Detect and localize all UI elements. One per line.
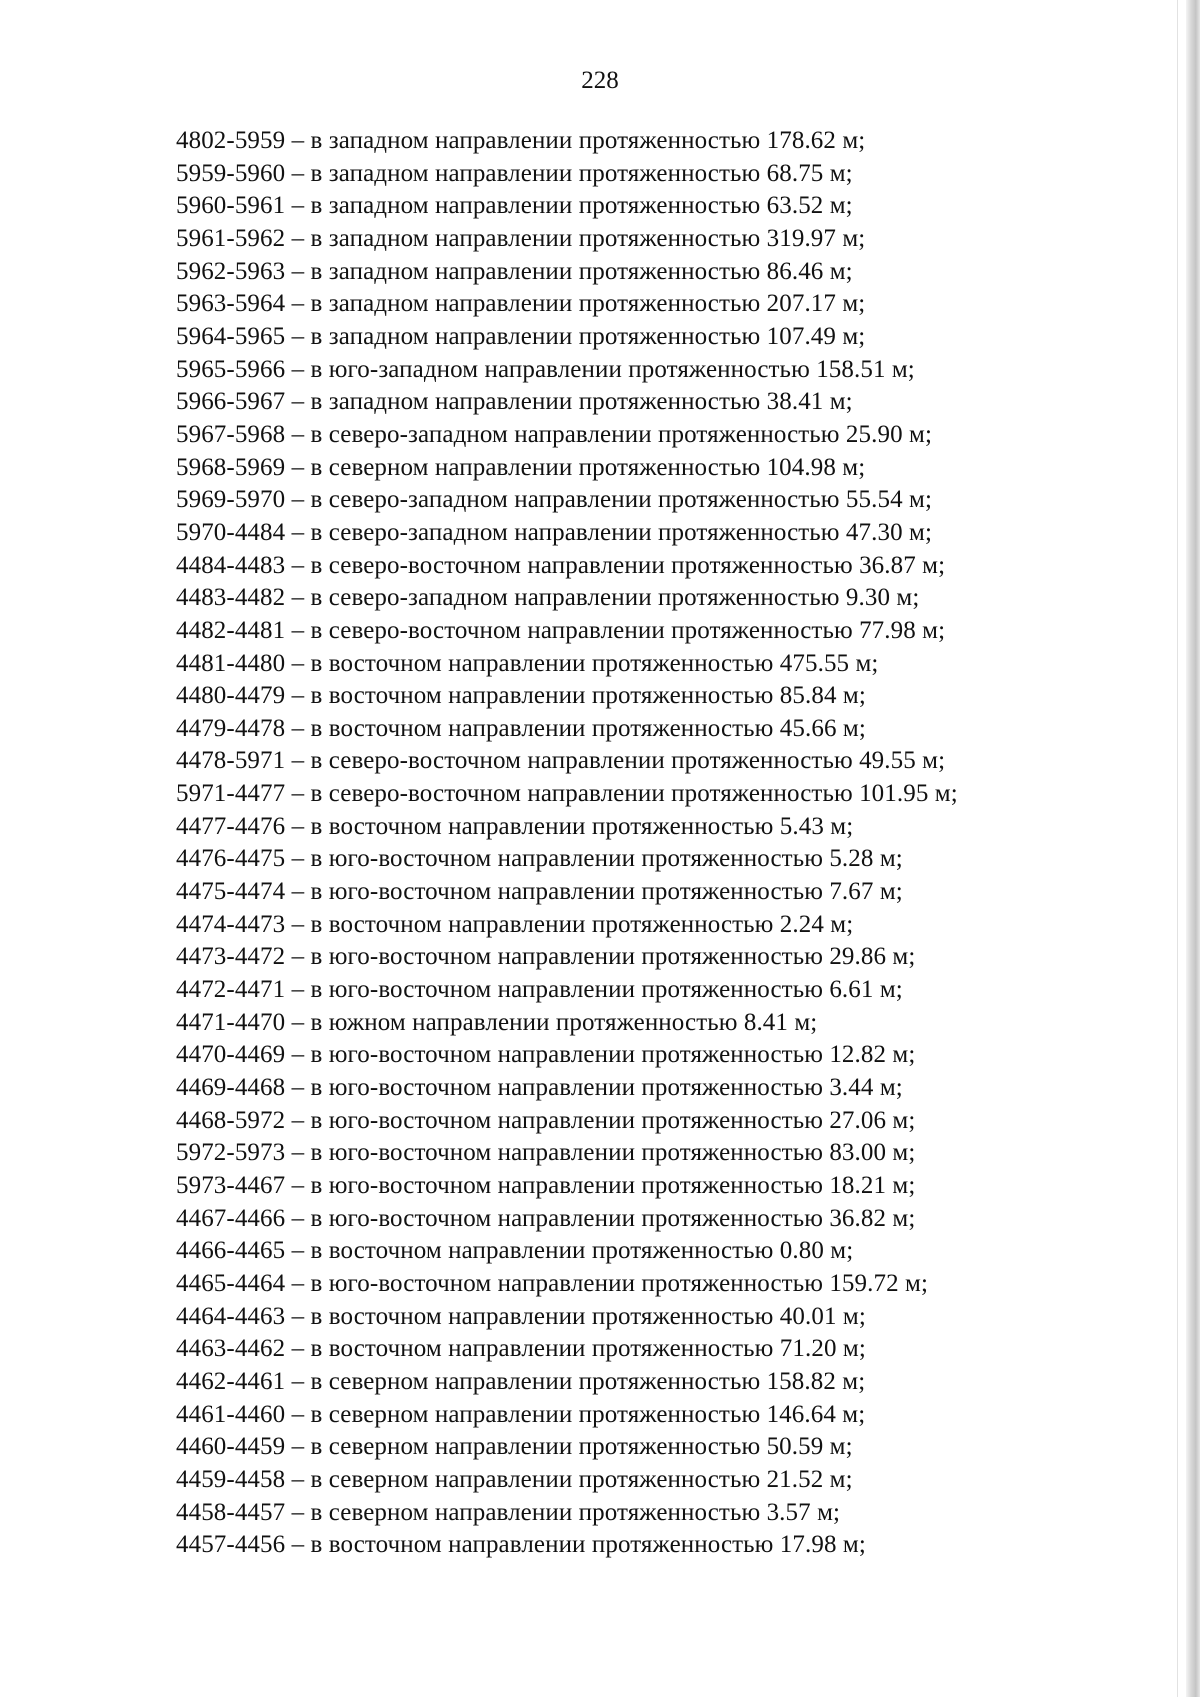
boundary-segment-line: 4470-4469 – в юго-восточном направлении протяженностью 12.82 м; <box>176 1041 916 1069</box>
boundary-segment-line: 4478-5971 – в северо-восточном направлении протяженностью 49.55 м; <box>176 747 946 775</box>
boundary-segment-line: 5962-5963 – в западном направлении протяженностью 86.46 м; <box>176 257 853 285</box>
boundary-segment-line: 4482-4481 – в северо-восточном направлении протяженностью 77.98 м; <box>176 616 946 644</box>
boundary-segment-line: 4474-4473 – в восточном направлении протяженностью 2.24 м; <box>176 910 854 938</box>
boundary-segment-line: 5964-5965 – в западном направлении протяженностью 107.49 м; <box>176 322 866 350</box>
boundary-segment-line: 5971-4477 – в северо-восточном направлении протяженностью 101.95 м; <box>176 780 958 808</box>
boundary-segment-line: 4480-4479 – в восточном направлении протяженностью 85.84 м; <box>176 682 866 710</box>
boundary-segment-line: 4460-4459 – в северном направлении протяженностью 50.59 м; <box>176 1433 853 1461</box>
boundary-segment-line: 5967-5968 – в северо-западном направлении протяженностью 25.90 м; <box>176 420 932 448</box>
boundary-segment-line: 5972-5973 – в юго-восточном направлении протяженностью 83.00 м; <box>176 1139 916 1167</box>
boundary-segment-line: 4475-4474 – в юго-восточном направлении протяженностью 7.67 м; <box>176 878 903 906</box>
boundary-segment-list <box>176 125 958 1562</box>
boundary-segment-line: 4465-4464 – в юго-восточном направлении протяженностью 159.72 м; <box>176 1269 928 1297</box>
boundary-segment-line: 4483-4482 – в северо-западном направлении протяженностью 9.30 м; <box>176 584 920 612</box>
boundary-segment-line: 4473-4472 – в юго-восточном направлении протяженностью 29.86 м; <box>176 943 916 971</box>
boundary-segment-line: 4463-4462 – в восточном направлении протяженностью 71.20 м; <box>176 1335 866 1363</box>
boundary-segment-line: 5960-5961 – в западном направлении протяженностью 63.52 м; <box>176 192 853 220</box>
boundary-segment-line: 4464-4463 – в восточном направлении протяженностью 40.01 м; <box>176 1302 866 1330</box>
scan-edge-line <box>1177 0 1178 1697</box>
boundary-segment-line: 4468-5972 – в юго-восточном направлении протяженностью 27.06 м; <box>176 1106 916 1134</box>
boundary-segment-line: 4457-4456 – в восточном направлении протяженностью 17.98 м; <box>176 1531 866 1559</box>
boundary-segment-line: 5963-5964 – в западном направлении протяженностью 207.17 м; <box>176 290 866 318</box>
boundary-segment-line: 5969-5970 – в северо-западном направлении протяженностью 55.54 м; <box>176 486 932 514</box>
boundary-segment-line: 4469-4468 – в юго-восточном направлении протяженностью 3.44 м; <box>176 1074 903 1102</box>
boundary-segment-line: 4462-4461 – в северном направлении протяженностью 158.82 м; <box>176 1367 866 1395</box>
scan-edge <box>1186 0 1200 1697</box>
boundary-segment-line: 4471-4470 – в южном направлении протяженностью 8.41 м; <box>176 1008 818 1036</box>
boundary-segment-line: 5965-5966 – в юго-западном направлении протяженностью 158.51 м; <box>176 355 915 383</box>
boundary-segment-line: 4802-5959 – в западном направлении протяженностью 178.62 м; <box>176 127 866 154</box>
boundary-segment-line: 4476-4475 – в юго-восточном направлении протяженностью 5.28 м; <box>176 845 903 873</box>
boundary-segment-line: 5968-5969 – в северном направлении протяженностью 104.98 м; <box>176 453 866 481</box>
boundary-segment-line: 4459-4458 – в северном направлении протяженностью 21.52 м; <box>176 1465 853 1493</box>
boundary-segment-line: 5959-5960 – в западном направлении протяженностью 68.75 м; <box>176 159 853 187</box>
boundary-segment-line: 5961-5962 – в западном направлении протяженностью 319.97 м; <box>176 224 866 252</box>
boundary-segment-line: 5970-4484 – в северо-западном направлении протяженностью 47.30 м; <box>176 518 932 546</box>
boundary-segment-line: 4461-4460 – в северном направлении протяженностью 146.64 м; <box>176 1400 866 1428</box>
page-number: 228 <box>581 67 619 94</box>
boundary-segment-line: 4472-4471 – в юго-восточном направлении протяженностью 6.61 м; <box>176 976 903 1004</box>
boundary-segment-line: 5973-4467 – в юго-восточном направлении протяженностью 18.21 м; <box>176 1172 916 1199</box>
boundary-segment-line: 4484-4483 – в северо-восточном направлении протяженностью 36.87 м; <box>176 551 946 579</box>
boundary-segment-line: 4477-4476 – в восточном направлении протяженностью 5.43 м; <box>176 812 854 840</box>
boundary-segment-line: 4479-4478 – в восточном направлении протяженностью 45.66 м; <box>176 714 866 742</box>
boundary-segment-line: 4466-4465 – в восточном направлении протяженностью 0.80 м; <box>176 1237 854 1265</box>
boundary-segment-line: 4458-4457 – в северном направлении протяженностью 3.57 м; <box>176 1498 841 1526</box>
boundary-segment-line: 4467-4466 – в юго-восточном направлении протяженностью 36.82 м; <box>176 1204 916 1232</box>
boundary-segment-line: 5966-5967 – в западном направлении протяженностью 38.41 м; <box>176 388 853 416</box>
boundary-segment-line: 4481-4480 – в восточном направлении протяженностью 475.55 м; <box>176 649 879 677</box>
